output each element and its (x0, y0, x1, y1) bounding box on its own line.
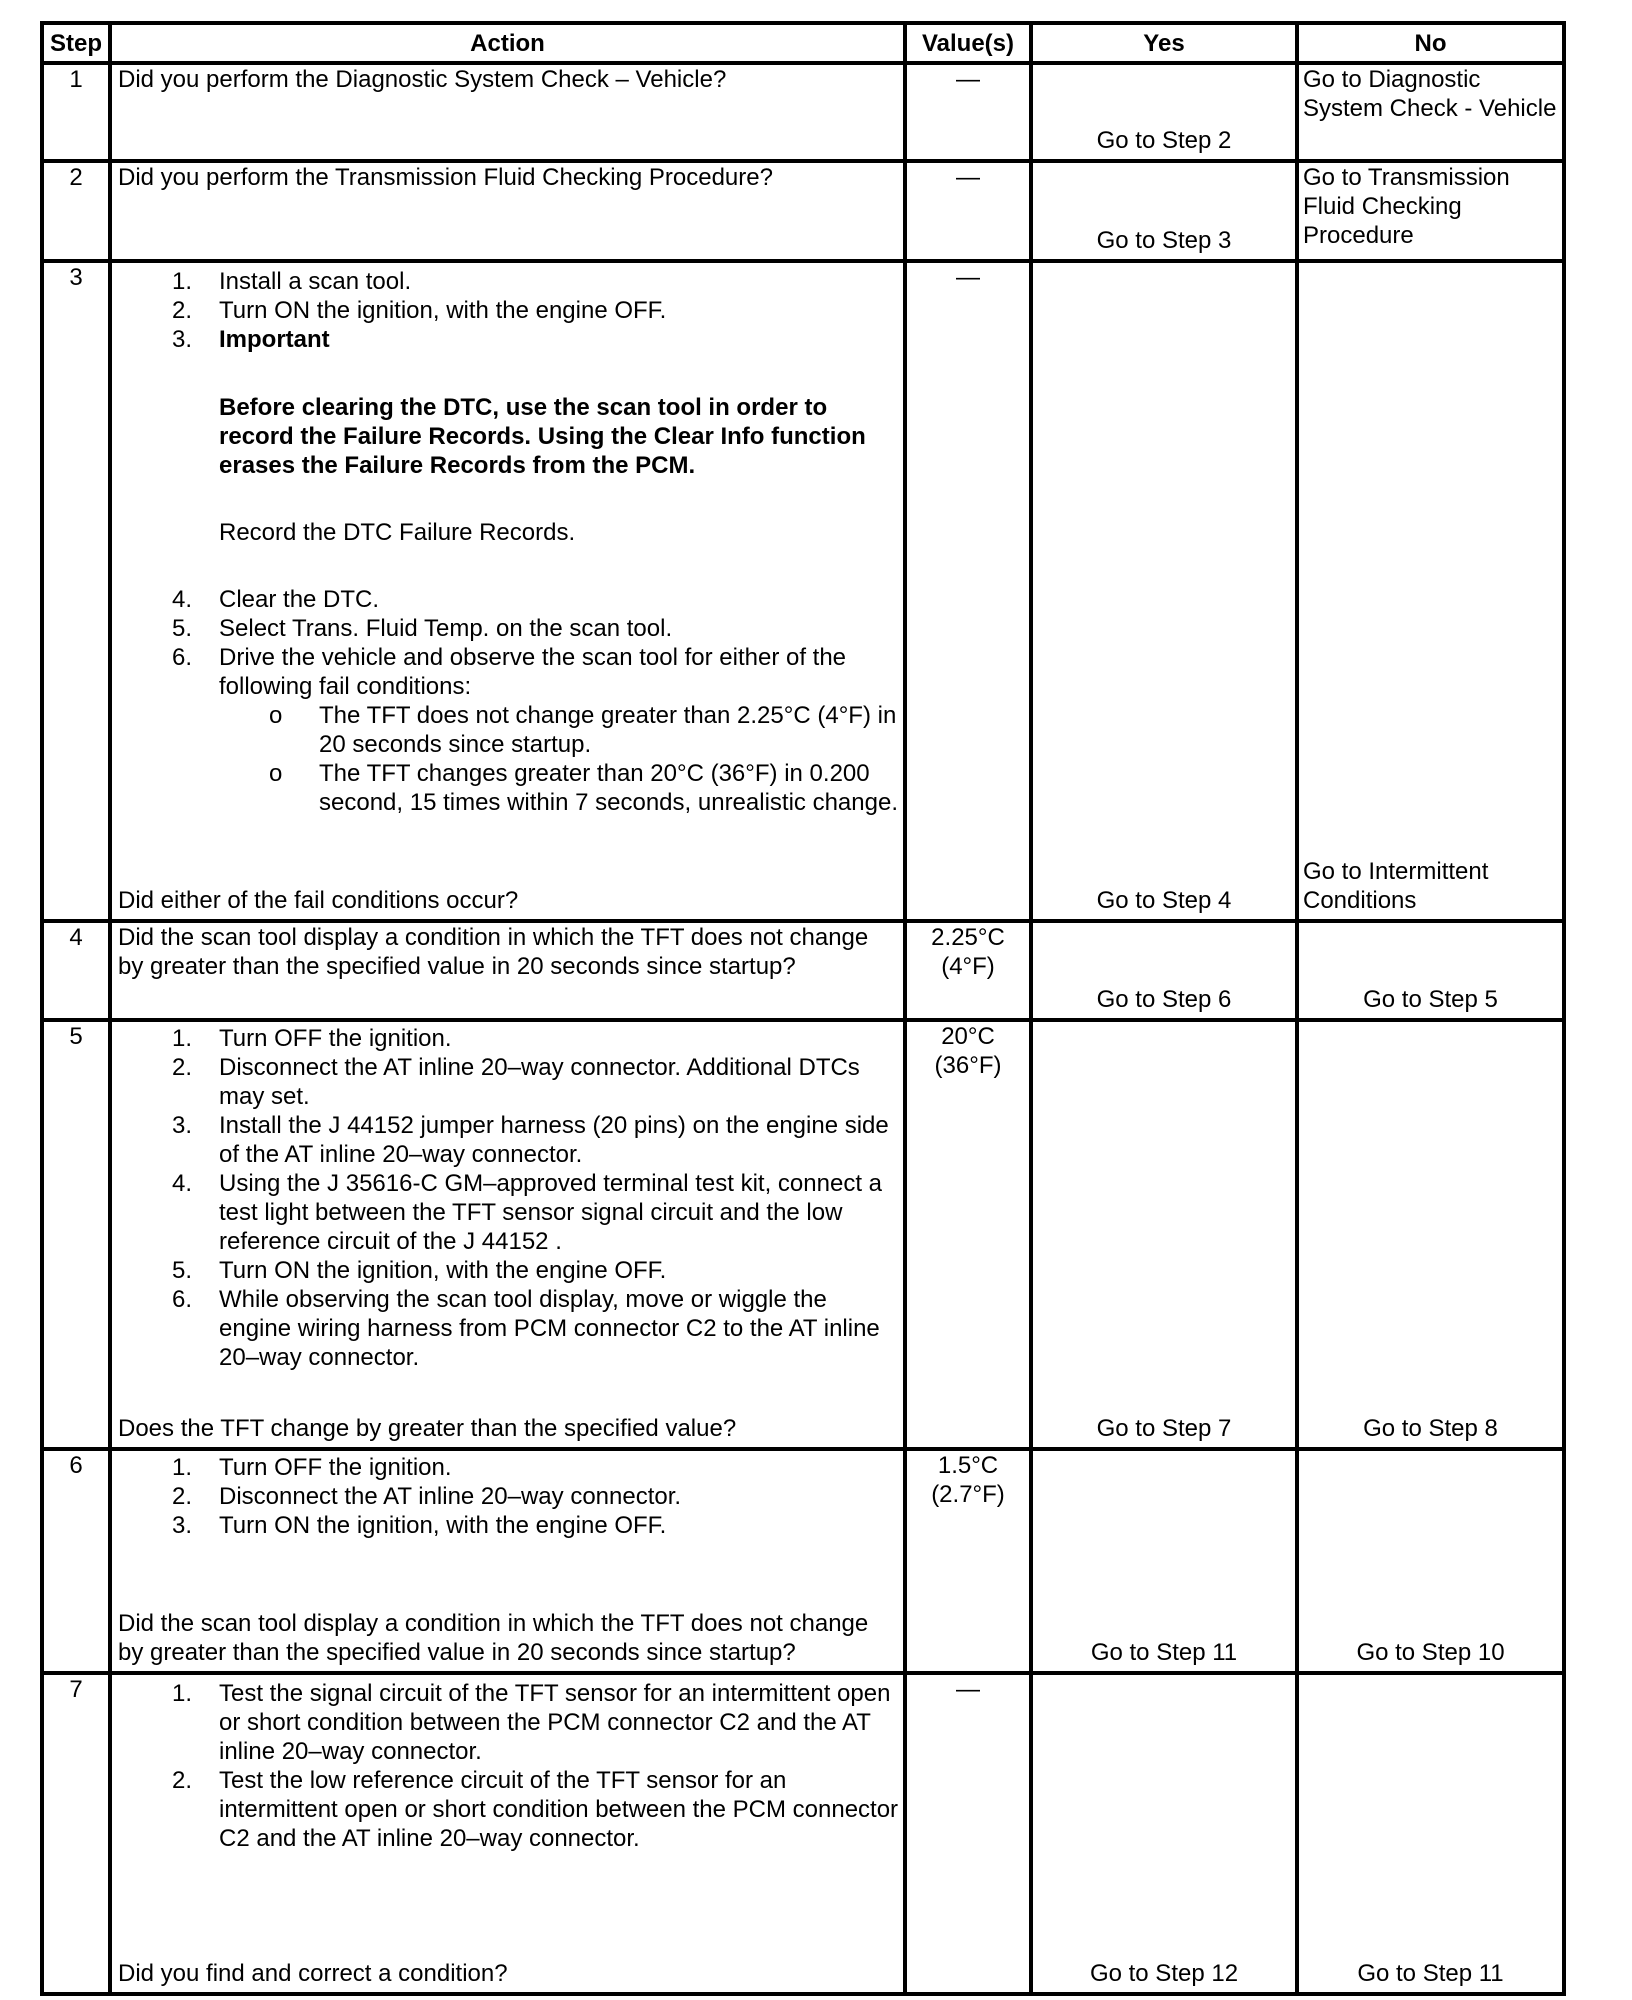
step-number: 5 (42, 1020, 110, 1449)
action-question: Did you perform the Transmission Fluid Checking Procedure? (118, 164, 773, 191)
yes-cell (1031, 1449, 1297, 1673)
no-cell (1297, 261, 1564, 921)
header-no: No (1297, 23, 1564, 63)
list-item: 6. While observing the scan tool display, move or wiggle the engine wiring harness from PCM connector C2 to the AT inline 20–way connector. (172, 1286, 880, 1371)
list-item: 3. Important (172, 326, 330, 353)
value-cell: — (905, 63, 1031, 161)
action-cell (110, 63, 905, 161)
list-item: 2. Test the low reference circuit of the TFT sensor for an intermittent open or short condition between the PCM connector C2 and the AT inline 20–way connector. (172, 1767, 899, 1852)
step-number: 3 (42, 261, 110, 921)
yes-action: Go to Step 7 (1096, 1415, 1232, 1442)
list-item: 2. Turn ON the ignition, with the engine OFF. (172, 297, 667, 324)
yes-cell (1031, 161, 1297, 261)
value-celsius: 20°C (941, 1023, 995, 1050)
yes-cell (1031, 261, 1297, 921)
action-question: Did the scan tool display a condition in which the TFT does not change by greater than the specified value in 20 seconds since startup? (118, 1610, 869, 1666)
no-action: Go to Step 10 (1356, 1639, 1505, 1666)
value-fahrenheit: (36°F) (934, 1052, 1002, 1079)
no-cell (1297, 921, 1564, 1020)
list-item: 5. Select Trans. Fluid Temp. on the scan tool. (172, 615, 673, 642)
no-action: Go to Step 8 (1363, 1415, 1498, 1442)
action-cell (110, 161, 905, 261)
table-row (42, 1020, 1564, 1449)
action-steps (118, 1024, 899, 1372)
step-number: 1 (42, 63, 110, 161)
step-number: 2 (42, 161, 110, 261)
table-row (42, 161, 1564, 261)
action-cell (110, 1673, 905, 1994)
no-cell (1297, 161, 1564, 261)
list-item: 3. Turn ON the ignition, with the engine OFF. (172, 1512, 667, 1539)
no-action: Go to Step 11 (1357, 1960, 1504, 1987)
action-question: Did the scan tool display a condition in which the TFT does not change by greater than the specified value in 20 seconds since startup? (118, 924, 869, 980)
value-cell (905, 1449, 1031, 1673)
important-note: Before clearing the DTC, use the scan tool in order to record the Failure Records. Using the Clear Info function erases the Failure Records from the PCM. (219, 394, 866, 479)
action-question: Did either of the fail conditions occur? (118, 887, 519, 914)
list-item: 1. Turn OFF the ignition. (172, 1025, 452, 1052)
action-cell (110, 1449, 905, 1673)
action-question: Did you perform the Diagnostic System Check – Vehicle? (118, 66, 727, 93)
list-item: 4. Using the J 35616-C GM–approved terminal test kit, connect a test light between the TFT sensor signal circuit and the low reference circuit of the J 44152 . (172, 1170, 882, 1255)
no-cell (1297, 63, 1564, 161)
value-celsius: 1.5°C (937, 1452, 999, 1479)
yes-cell (1031, 1020, 1297, 1449)
step-number: 4 (42, 921, 110, 1020)
yes-cell (1031, 1673, 1297, 1994)
yes-cell (1031, 921, 1297, 1020)
header-yes: Yes (1031, 23, 1297, 63)
header-values: Value(s) (905, 23, 1031, 63)
list-item: 2. Disconnect the AT inline 20–way connector. (172, 1483, 682, 1510)
list-item: 1. Test the signal circuit of the TFT sensor for an intermittent open or short condition between the PCM connector C2 and the AT inline 20–way connector. (172, 1680, 891, 1765)
value-fahrenheit: (4°F) (941, 953, 995, 980)
no-action: Go to Transmission Fluid Checking Procedure (1303, 164, 1510, 249)
list-item: o The TFT changes greater than 20°C (36°F) in 0.200 second, 15 times within 7 seconds, unrealistic change. (269, 760, 898, 816)
list-item: 6. Drive the vehicle and observe the scan tool for either of the following fail conditions: (172, 644, 847, 700)
list-item: 1. Turn OFF the ignition. (172, 1454, 452, 1481)
step-number: 7 (42, 1673, 110, 1994)
value-cell: — (905, 261, 1031, 921)
value-cell (905, 921, 1031, 1020)
yes-cell (1031, 63, 1297, 161)
yes-action: Go to Step 11 (1090, 1639, 1238, 1666)
no-cell (1297, 1020, 1564, 1449)
value-cell (905, 1020, 1031, 1449)
action-steps (118, 585, 899, 701)
action-cell (110, 261, 905, 921)
value-cell: — (905, 1673, 1031, 1994)
yes-action: Go to Step 3 (1096, 227, 1232, 254)
list-item: 4. Clear the DTC. (172, 586, 380, 613)
list-item: 3. Install the J 44152 jumper harness (20 pins) on the engine side of the AT inline 20–way connector. (172, 1112, 889, 1168)
value-celsius: 2.25°C (931, 924, 1005, 951)
action-question: Did you find and correct a condition? (118, 1960, 508, 1987)
action-steps (118, 267, 899, 354)
list-item: 1. Install a scan tool. (172, 268, 412, 295)
table-row (42, 261, 1564, 921)
table-row (42, 63, 1564, 161)
no-action: Go to Step 5 (1363, 986, 1498, 1013)
action-cell (110, 921, 905, 1020)
no-cell (1297, 1673, 1564, 1994)
action-question: Does the TFT change by greater than the specified value? (118, 1415, 737, 1442)
table-row (42, 921, 1564, 1020)
step-number: 6 (42, 1449, 110, 1673)
no-action: Go to Intermittent Conditions (1303, 858, 1489, 914)
value-fahrenheit: (2.7°F) (931, 1481, 1005, 1508)
record-instruction: Record the DTC Failure Records. (219, 519, 576, 546)
list-item: 2. Disconnect the AT inline 20–way connector. Additional DTCs may set. (172, 1054, 860, 1110)
table-row (42, 1673, 1564, 1994)
diagnostic-table (40, 21, 1566, 1996)
yes-action: Go to Step 12 (1089, 1960, 1239, 1987)
no-cell (1297, 1449, 1564, 1673)
value-cell: — (905, 161, 1031, 261)
header-row (42, 23, 1564, 63)
no-action: Go to Diagnostic System Check - Vehicle (1303, 66, 1557, 122)
header-step: Step (42, 23, 110, 63)
action-cell (110, 1020, 905, 1449)
action-steps (118, 1679, 899, 1853)
yes-action: Go to Step 2 (1096, 127, 1232, 154)
list-item: 5. Turn ON the ignition, with the engine OFF. (172, 1257, 667, 1284)
table-row (42, 1449, 1564, 1673)
yes-action: Go to Step 6 (1096, 986, 1232, 1013)
yes-action: Go to Step 4 (1096, 887, 1232, 914)
header-action: Action (110, 23, 905, 63)
fail-conditions-list (118, 701, 899, 817)
action-steps (118, 1453, 899, 1540)
list-item: o The TFT does not change greater than 2.25°C (4°F) in 20 seconds since startup. (269, 702, 897, 758)
